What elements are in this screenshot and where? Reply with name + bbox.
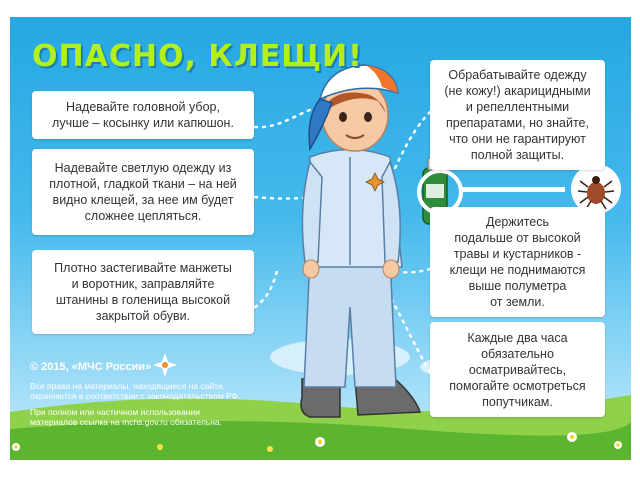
tip-card-grass — [430, 207, 605, 317]
tip-card-hat — [32, 91, 254, 139]
rights-notice: Все права на материалы, находящиеся на сайте, охраняются в соответствии с законодательством РФ. — [30, 381, 241, 401]
connector-hat — [255, 109, 312, 127]
tip-card-treat — [430, 60, 605, 170]
tip-card-cuffs — [32, 250, 254, 334]
tip-text-hat: Надевайте головной убор, лучше – косынку или капюшон. — [52, 100, 234, 130]
tip-text-treat: Обрабатывайте одежду (не кожу!) акарицидными и репеллентными препаратами, но знайте, что они не гарантируют полной защиты. — [444, 68, 591, 162]
page-title: ОПАСНО, КЛЕЩИ! — [32, 39, 363, 74]
tip-text-grass: Держитесь подальше от высокой травы и кустарников - клещи не поднимаются выше полуметра от земли. — [449, 215, 586, 309]
tip-text-cuffs: Плотно застегивайте манжеты и воротник, заправляйте штанины в голенища высокой закрытой обуви. — [54, 261, 232, 323]
left-sleeve — [302, 162, 322, 262]
tip-card-check — [430, 322, 605, 417]
mchs-emblem-icon — [153, 353, 177, 377]
connector-grass — [400, 269, 430, 272]
connector-cuffs — [255, 267, 278, 307]
tip-card-clothes — [32, 149, 254, 235]
connector-treat — [392, 112, 430, 175]
right-sleeve — [382, 162, 400, 262]
poster — [10, 17, 631, 460]
tip-text-check: Каждые два часа обязательно осматривайтесь, помогайте осмотреться попутчикам. — [449, 330, 586, 409]
link-notice: При полном или частичном использовании материалов ссылка на mchs.gov.ru обязательна. — [30, 407, 223, 427]
copyright: © 2015, «МЧС России» — [30, 361, 152, 373]
tip-text-clothes: Надевайте светлую одежду из плотной, гладкой ткани – на ней видно клещей, за нее им будет сложнее цепляться. — [49, 161, 237, 223]
